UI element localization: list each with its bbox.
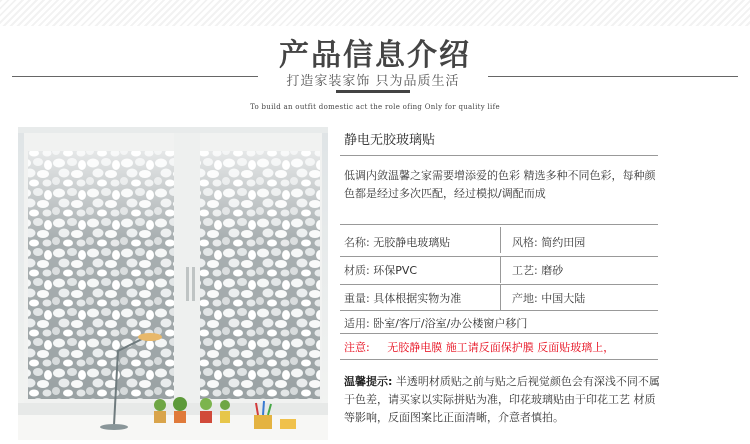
product-name: 静电无胶玻璃贴 [344,133,436,148]
product-description: 低调内敛温馨之家需要增添爱的色彩 精选多种不同色彩，每种颜色都是经过多次匹配，经过模拟/调配而成 [344,169,656,200]
spec-label: 重量: [344,292,370,305]
spec-name [344,234,450,250]
decorative-stripe [0,0,750,26]
spec-weight [344,290,461,306]
spec-value: 具体根据实物为准 [373,292,462,305]
spec-value: 环保PVC [373,264,418,277]
tip-block [344,373,664,427]
subtitle-row [0,70,750,90]
divider [340,256,658,257]
spec-usage [344,315,527,331]
tip-text: 半透明材质贴之前与贴之后视觉颜色会有深浅不同不属于色差，请买家以实际拼贴为准，印花玻璃贴由于印花工艺 材质等影响，反面图案比正面清晰，介意者慎拍。 [344,375,660,424]
warning-note [344,339,614,355]
spec-value: 中国大陆 [541,292,586,305]
spec-label: 风格: [512,236,538,249]
divider [340,333,658,334]
spec-label: 材质: [344,264,370,277]
window-film-illustration [18,127,328,440]
page-title: 产品信息介绍 [279,38,471,73]
column-separator [500,285,501,311]
spec-origin [512,290,585,306]
spec-label: 适用: [344,317,370,330]
note-text: 无胶静电膜 施工请反面保护膜 反面贴玻璃上， [387,341,615,354]
spec-label: 名称: [344,236,370,249]
column-separator [500,227,501,253]
divider [340,284,658,285]
spec-style [512,234,585,250]
divider [340,310,658,311]
tagline: To build an outfit domestic act the role ofing Only for quality life [250,103,500,111]
divider-left [12,76,258,77]
subtitle: 打造家装家饰 只为品质生活 [286,74,460,89]
spec-label: 工艺: [512,264,538,277]
divider [340,359,658,360]
note-label: 注意: [344,341,370,354]
spec-value: 磨砂 [541,264,564,277]
subtitle-underline [336,90,410,93]
divider [340,155,658,156]
product-photo [18,127,328,440]
spec-value: 卧室/客厅/浴室/办公楼窗户移门 [373,317,528,330]
spec-material [344,262,417,278]
spec-value: 无胶静电玻璃贴 [373,236,451,249]
column-separator [500,257,501,283]
spec-craft [512,262,563,278]
divider-right [488,76,738,77]
spec-label: 产地: [512,292,538,305]
spec-value: 简约田园 [541,236,586,249]
tip-label: 温馨提示: [344,375,393,388]
divider [340,224,658,225]
